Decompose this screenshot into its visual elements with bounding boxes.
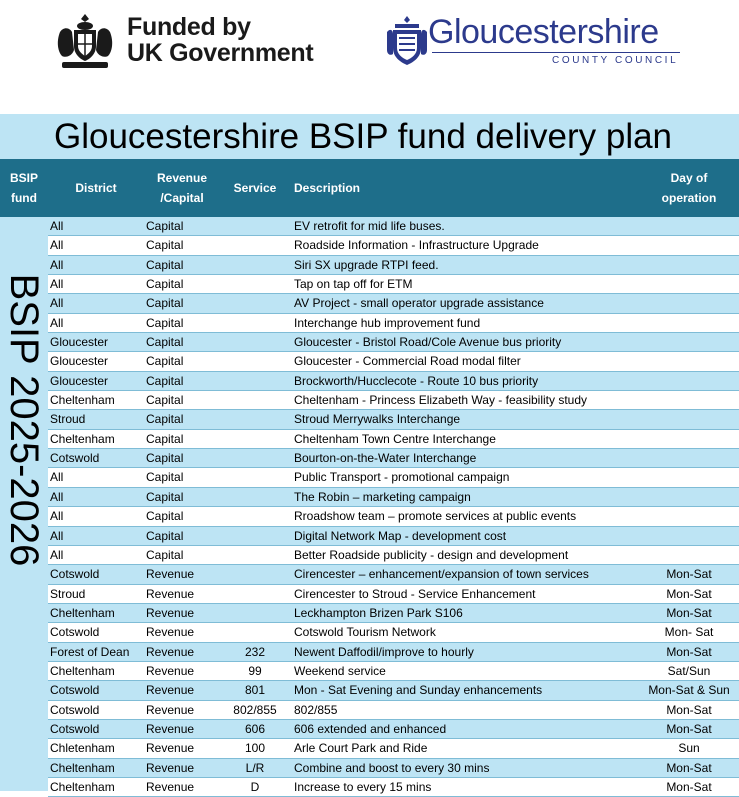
description-cell: Roadside Information - Infrastructure Upgrade: [294, 238, 539, 253]
table-row: [48, 662, 739, 681]
district-cell: All: [50, 219, 64, 233]
description-cell: Cheltenham Town Centre Interchange: [294, 431, 496, 446]
table-row: [48, 643, 739, 662]
day-of-operation-cell: Mon-Sat & Sun: [648, 683, 730, 698]
district-cell: Chletenham: [50, 741, 115, 756]
district-cell: Cheltenham: [50, 760, 115, 775]
bsip-period-label: BSIP 2025-2026: [2, 273, 46, 567]
table-row: [48, 391, 739, 410]
delivery-plan-table: [48, 217, 739, 797]
table-header: [0, 159, 739, 217]
revenue-capital-cell: Capital: [146, 509, 184, 524]
description-cell: Mon - Sat Evening and Sunday enhancements: [294, 683, 543, 698]
page-title: Gloucestershire BSIP fund delivery plan: [54, 117, 673, 156]
table-row: [48, 585, 739, 604]
col-header-fund: BSIP fund: [9, 171, 38, 205]
district-cell: All: [50, 489, 64, 504]
description-cell: The Robin – marketing campaign: [294, 489, 471, 504]
revenue-capital-cell: Capital: [146, 470, 184, 485]
description-cell: Digital Network Map - development cost: [294, 528, 507, 543]
day-of-operation-cell: Mon-Sat: [666, 644, 712, 659]
logo-rule: [432, 52, 680, 53]
district-cell: All: [50, 547, 64, 562]
district-cell: All: [50, 509, 64, 524]
revenue-capital-cell: Revenue: [146, 586, 195, 601]
col-header-day-of-operation: Day of operation: [661, 171, 717, 205]
table-row: [48, 236, 739, 255]
logo-bar: [0, 0, 739, 114]
table-row: [48, 546, 739, 565]
table-row: [48, 507, 739, 526]
description-cell: Rroadshow team – promote services at public events: [294, 509, 577, 524]
revenue-capital-cell: Revenue: [146, 625, 195, 640]
district-cell: Cotswold: [50, 721, 100, 736]
table-row: [48, 217, 739, 236]
district-cell: Cotswold: [50, 451, 100, 466]
revenue-capital-cell: Capital: [146, 277, 184, 292]
table-row: [48, 256, 739, 275]
revenue-capital-cell: Revenue: [146, 605, 195, 620]
description-cell: Siri SX upgrade RTPI feed.: [294, 257, 439, 272]
service-cell: 606: [244, 721, 266, 736]
day-of-operation-cell: Mon-Sat: [666, 567, 712, 582]
description-cell: Increase to every 15 mins: [294, 779, 432, 794]
description-cell: AV Project - small operator upgrade assistance: [294, 296, 544, 311]
district-cell: Cheltenham: [50, 605, 115, 620]
description-cell: Cirencester to Stroud - Service Enhancement: [294, 586, 536, 601]
description-cell: Combine and boost to every 30 mins: [294, 760, 490, 775]
table-row: [48, 352, 739, 371]
revenue-capital-cell: Capital: [146, 528, 184, 543]
table-row: [48, 488, 739, 507]
table-row: [48, 314, 739, 333]
revenue-capital-cell: Revenue: [146, 683, 195, 698]
revenue-capital-cell: Capital: [146, 373, 184, 388]
day-of-operation-cell: Sat/Sun: [667, 663, 711, 678]
description-cell: Better Roadside publicity - design and development: [294, 547, 569, 562]
service-cell: 801: [244, 683, 266, 698]
day-of-operation-cell: Mon-Sat: [666, 605, 712, 620]
revenue-capital-cell: Capital: [146, 238, 184, 253]
revenue-capital-cell: Capital: [146, 219, 184, 233]
description-cell: 606 extended and enhanced: [294, 721, 447, 736]
district-cell: Gloucester: [50, 335, 109, 350]
district-cell: Cotswold: [50, 683, 100, 698]
service-cell: D: [250, 779, 260, 794]
table-row: [48, 720, 739, 739]
district-cell: All: [50, 470, 64, 485]
district-cell: All: [50, 257, 64, 272]
description-cell: Brockworth/Hucclecote - Route 10 bus priority: [294, 373, 539, 388]
description-cell: Cirencester – enhancement/expansion of town services: [294, 567, 589, 582]
district-cell: Cheltenham: [50, 779, 115, 794]
funded-line-1: Funded by: [127, 13, 251, 41]
revenue-capital-cell: Capital: [146, 335, 184, 350]
service-cell: 232: [244, 644, 266, 659]
revenue-capital-cell: Revenue: [146, 702, 195, 717]
council-name-logo: Gloucestershire: [428, 13, 659, 51]
description-cell: Public Transport - promotional campaign: [294, 470, 510, 485]
royal-coat-of-arms-icon: [52, 12, 118, 72]
table-row: [48, 565, 739, 584]
county-council-crest-icon: [387, 14, 427, 68]
district-cell: All: [50, 238, 64, 253]
description-cell: Cheltenham - Princess Elizabeth Way - feasibility study: [294, 393, 588, 408]
description-cell: EV retrofit for mid life buses.: [294, 219, 445, 233]
district-cell: All: [50, 528, 64, 543]
revenue-capital-cell: Revenue: [146, 567, 195, 582]
revenue-capital-cell: Revenue: [146, 663, 195, 678]
district-cell: All: [50, 315, 64, 330]
service-cell: 100: [244, 741, 266, 756]
service-cell: L/R: [245, 760, 265, 775]
district-cell: Cheltenham: [50, 663, 115, 678]
table-row: [48, 527, 739, 546]
table-row: [48, 739, 739, 758]
district-cell: Stroud: [50, 586, 86, 601]
district-cell: Gloucester: [50, 373, 109, 388]
table-row: [48, 759, 739, 778]
district-cell: All: [50, 277, 64, 292]
revenue-capital-cell: Capital: [146, 315, 184, 330]
revenue-capital-cell: Revenue: [146, 779, 195, 794]
service-cell: 99: [248, 663, 262, 678]
district-cell: Cotswold: [50, 625, 100, 640]
table-row: [48, 604, 739, 623]
table-row: [48, 430, 739, 449]
revenue-capital-cell: Capital: [146, 393, 184, 408]
description-cell: Cotswold Tourism Network: [294, 625, 436, 640]
revenue-capital-cell: Revenue: [146, 721, 195, 736]
description-cell: Bourton-on-the-Water Interchange: [294, 451, 477, 466]
table-row: [48, 275, 739, 294]
col-header-revenue-capital: Revenue /Capital: [156, 171, 208, 205]
district-cell: Cotswold: [50, 567, 100, 582]
description-cell: Stroud Merrywalks Interchange: [294, 412, 461, 427]
table-row: [48, 778, 739, 797]
description-cell: Arle Court Park and Ride: [294, 741, 428, 756]
description-cell: Leckhampton Brizen Park S106: [294, 605, 463, 620]
description-cell: 802/855: [294, 702, 338, 717]
day-of-operation-cell: Sun: [678, 741, 700, 756]
revenue-capital-cell: Capital: [146, 354, 184, 369]
day-of-operation-cell: Mon- Sat: [664, 625, 714, 640]
district-cell: All: [50, 296, 64, 311]
table-row: [48, 410, 739, 429]
table-row: [48, 468, 739, 487]
description-cell: Weekend service: [294, 663, 386, 678]
revenue-capital-cell: Capital: [146, 296, 184, 311]
description-cell: Gloucester - Bristol Road/Cole Avenue bus priority: [294, 335, 562, 350]
description-cell: Interchange hub improvement fund: [294, 315, 481, 330]
col-header-service: Service: [233, 181, 277, 195]
table-row: [48, 681, 739, 700]
description-cell: Newent Daffodil/improve to hourly: [294, 644, 474, 659]
revenue-capital-cell: Capital: [146, 489, 184, 504]
funded-line-2: UK Government: [127, 39, 314, 67]
funded-by-uk-government-logo: [127, 14, 313, 66]
table-row: [48, 449, 739, 468]
table-row: [48, 372, 739, 391]
table-row: [48, 623, 739, 642]
table-row: [48, 333, 739, 352]
day-of-operation-cell: Mon-Sat: [666, 702, 712, 717]
revenue-capital-cell: Capital: [146, 431, 184, 446]
district-cell: Forest of Dean: [50, 644, 130, 659]
description-cell: Tap on tap off for ETM: [294, 277, 413, 292]
district-cell: Stroud: [50, 412, 86, 427]
description-cell: Gloucester - Commercial Road modal filter: [294, 354, 521, 369]
revenue-capital-cell: Revenue: [146, 760, 195, 775]
day-of-operation-cell: Mon-Sat: [666, 779, 712, 794]
district-cell: Cotswold: [50, 702, 100, 717]
revenue-capital-cell: Capital: [146, 257, 184, 272]
district-cell: Gloucester: [50, 354, 109, 369]
col-header-district: District: [75, 181, 117, 195]
district-cell: Cheltenham: [50, 431, 115, 446]
revenue-capital-cell: Revenue: [146, 644, 195, 659]
day-of-operation-cell: Mon-Sat: [666, 760, 712, 775]
day-of-operation-cell: Mon-Sat: [666, 721, 712, 736]
revenue-capital-cell: Capital: [146, 451, 184, 466]
district-cell: Cheltenham: [50, 393, 115, 408]
col-header-description: Description: [294, 181, 361, 195]
day-of-operation-cell: Mon-Sat: [666, 586, 712, 601]
revenue-capital-cell: Revenue: [146, 741, 195, 756]
table-row: [48, 701, 739, 720]
revenue-capital-cell: Capital: [146, 547, 184, 562]
table-row: [48, 294, 739, 313]
service-cell: 802/855: [233, 702, 277, 717]
council-subtitle: COUNTY COUNCIL: [552, 55, 679, 66]
revenue-capital-cell: Capital: [146, 412, 184, 427]
